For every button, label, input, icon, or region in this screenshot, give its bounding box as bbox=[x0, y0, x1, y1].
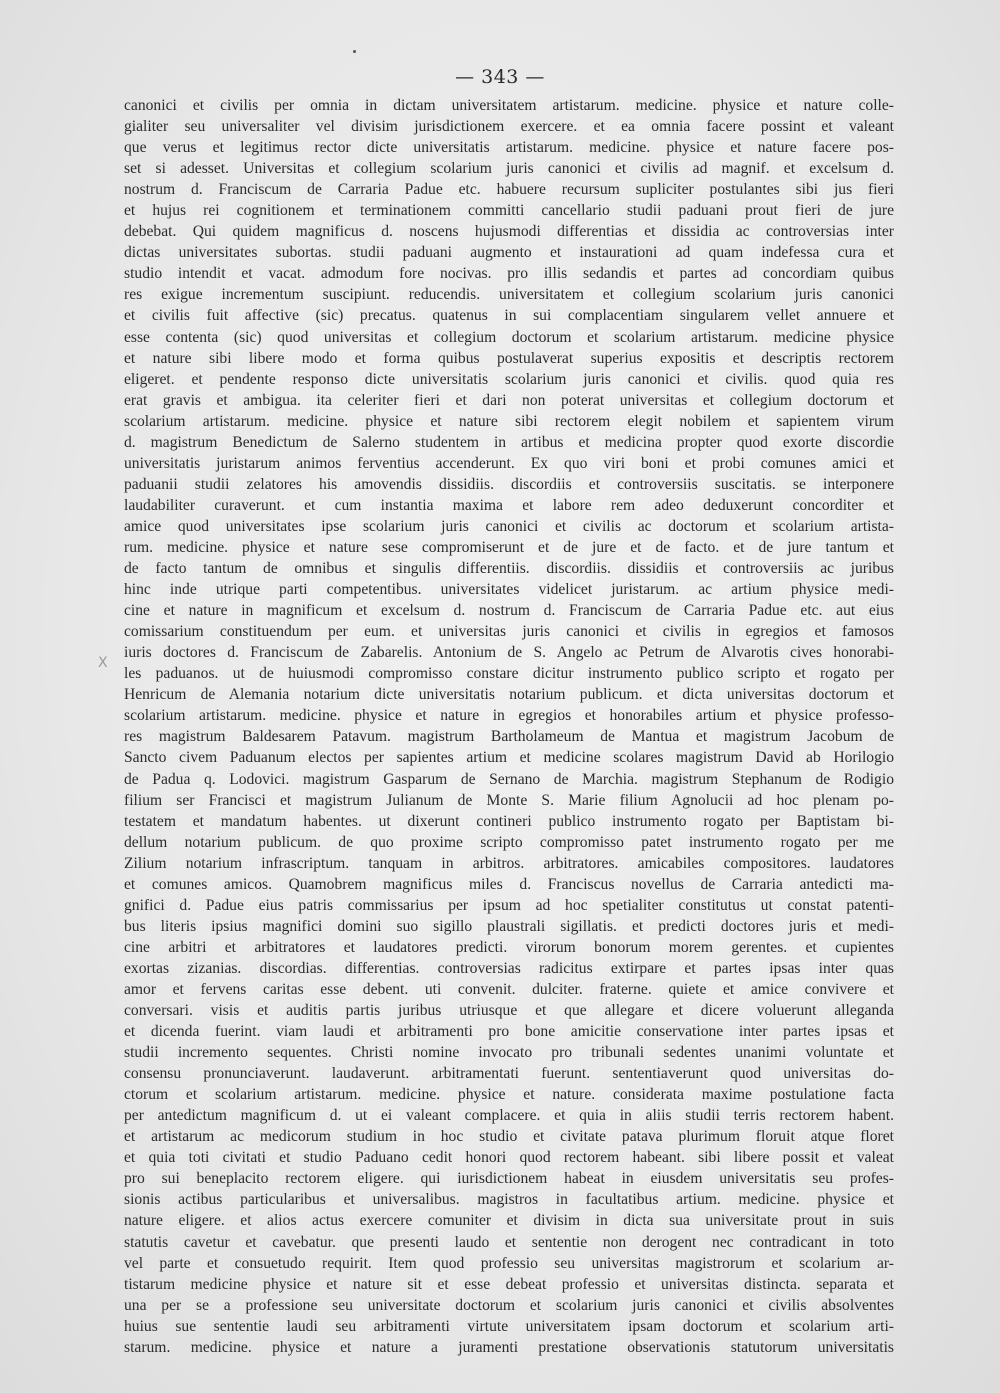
text-line: res magistrum Baldesarem Patavum. magistrum Bartholameum de Mantua et magistrum Jacobum de bbox=[124, 728, 894, 746]
text-line: de Padua q. Lodovici. magistrum Gasparum de Sernano de Marchia. magistrum Stephanum de Rodigio bbox=[124, 770, 894, 788]
text-line: una per se a professione seu universitate doctorum et scolarium juris canonici et civilis absolventes bbox=[124, 1296, 894, 1314]
text-line: laudabiliter curaverunt. et cum instantia maxima et labore rem adeo deduxerunt concorditer et bbox=[124, 496, 894, 514]
text-line: erat gravis et ambigua. ita celeriter fieri et dari non poterat universitas et collegium doctorum et bbox=[124, 391, 894, 409]
margin-mark: X bbox=[98, 655, 108, 671]
text-line: vel parte et consuetudo requirit. Item quod professio seu universitas magistrorum et scolarium ar- bbox=[124, 1254, 894, 1272]
text-line: Henricum de Alemania notarium dicte universitatis notarium publicum. et dicta universitas doctorum et bbox=[124, 686, 894, 704]
text-line: canonici et civilis per omnia in dictam universitatem artistarum. medicine. physice et nature colle- bbox=[124, 97, 894, 114]
text-line: universitatis juristarum animos ferventius accenderunt. Ex quo viri boni et probi comunes amici et bbox=[124, 454, 894, 472]
text-line: scolarium artistarum. medicine. physice et nature in egregios et honorabiles artium et physice professo- bbox=[124, 707, 894, 725]
text-line: consensu pronunciaverunt. laudaverunt. arbitramentati fuerunt. sententiaverunt quod universitas do- bbox=[124, 1065, 894, 1083]
text-line: per antedictum magnificum d. ut ei valeant complacere. et quia in aliis studii terris rectorem habent. bbox=[124, 1107, 894, 1125]
text-line: cine et nature in magnificum et excelsum d. nostrum d. Franciscum de Carraria Padue etc. aut eius bbox=[124, 602, 894, 620]
body-text bbox=[124, 95, 894, 1358]
text-line: et artistarum ac medicorum studium in hoc studio et civitate patava plurimum floruit atque floret bbox=[124, 1128, 894, 1146]
text-line: nostrum d. Franciscum de Carraria Padue etc. habuere recursum supliciter postulantes sibi jus fieri bbox=[124, 181, 894, 199]
text-line: et civilis fuit affective (sic) precatus. quatenus in sui complacentiam singularem vellet annuere et bbox=[124, 307, 894, 325]
text-line: d. magistrum Benedictum de Salerno studentem in artibus et medicina propter quod exorte discordie bbox=[124, 433, 894, 451]
text-line: et quia toti civitati et studio Paduano cedit honori quod rectorem habeant. sibi libere possit et valeat bbox=[124, 1149, 894, 1167]
text-line: amor et fervens caritas esse debent. uti convenit. dulciter. fraterne. quiete et amice convivere et bbox=[124, 980, 894, 998]
text-line: studii incremento sequentes. Christi nomine invocato pro tribunali sedentes unanimi voluntate et bbox=[124, 1044, 894, 1062]
text-line: et dicenda fuerint. viam laudi et arbitramenti pro bone amicitie conservatione inter partes ipsas et bbox=[124, 1023, 894, 1041]
text-line: paduanii studii zelatores his amovendis dissidiis. discordiis et controversiis suscitatis. se interponere bbox=[124, 475, 894, 493]
text-line: comissarium constituendum per eum. et universitas juris canonici et civilis in egregios et famosos bbox=[124, 623, 894, 641]
text-line: set si adesset. Universitas et collegium scolarium juris canonici et civilis ad magnif. et excelsum d. bbox=[124, 160, 894, 178]
text-line: esse contenta (sic) quod universitas et collegium doctorum et scolarium artistarum. medicine physice bbox=[124, 328, 894, 346]
ink-speck bbox=[353, 50, 356, 53]
text-line: gialiter seu universaliter vel divisim jurisdictionem exercere. et ea omnia facere possint et valeant bbox=[124, 118, 894, 136]
text-line: rum. medicine. physice et nature sese compromiserunt et de jure et de facto. et de jure tantum et bbox=[124, 538, 894, 556]
text-line: huius sue sententie laudi seu arbitramenti virtute universitatem ipsam doctorum et scolarium arti- bbox=[124, 1317, 894, 1335]
text-line: starum. medicine. physice et nature a juramenti prestatione observationis statutorum universitatis bbox=[124, 1338, 894, 1356]
text-line: res exigue incrementum suscipiunt. reducendis. universitatem et collegium scolarium juris canonici bbox=[124, 286, 894, 304]
text-line: bus literis ipsius magnifici domini suo sigillo plaustrali sigillatis. et predicti doctores juris et medi- bbox=[124, 917, 894, 935]
text-line: eligeret. et pendente responso dicte universitatis scolarium juris canonici et civilis. quod quia res bbox=[124, 370, 894, 388]
text-line: et comunes amicos. Quamobrem magnificus miles d. Franciscus novellus de Carraria antedicti ma- bbox=[124, 875, 894, 893]
text-line: et hujus rei cognitionem et terminationem committi cancellario studii paduani prout fieri de jure bbox=[124, 202, 894, 220]
text-line: tistarum medicine physice et nature sit et esse debeat professio et universitas distincta. separata et bbox=[124, 1275, 894, 1293]
text-line: filium ser Francisci et magistrum Julianum de Monte S. Marie filium Agnolucii ad hoc plenam po- bbox=[124, 791, 894, 809]
text-line: debebat. Qui quidem magnificus d. noscens hujusmodi differentias et dissidia ac controversias inter bbox=[124, 223, 894, 241]
text-line: pro sui beneplacito rectorem eligere. qui iurisdictionem habeat in eiusdem universitatis seu profes- bbox=[124, 1170, 894, 1188]
text-line: Sancto civem Paduanum electos per sapientes artium et medicine scolares magistrum David ab Horilogio bbox=[124, 749, 894, 767]
text-line: ctorum et scolarium artistarum. medicine. physice et nature. considerata maxime postulatione facta bbox=[124, 1086, 894, 1104]
text-line: amice quod universitates ipse scolarium juris canonici et civilis ac doctorum et scolarium artista- bbox=[124, 517, 894, 535]
text-line: les paduanos. ut de huiusmodi compromisso constare dicitur instrumento publico scripto et rogato per bbox=[124, 665, 894, 683]
text-line: de facto tantum de omnibus et singulis differentiis. discordiis. dissidiis et controversiis ac juribus bbox=[124, 560, 894, 578]
text-line: dictas universitates subortas. studii paduani augmento et instaurationi ad quam indefessa cura et bbox=[124, 244, 894, 262]
text-line: gnifici d. Padue eius patris commissarius per ipsum ad hoc spetialiter constitutus ut constat patenti- bbox=[124, 896, 894, 914]
text-line: statutis cavetur et cavebatur. que presenti laudo et sententie non derogent nec contradicant in toto bbox=[124, 1233, 894, 1251]
text-line: testatem et mandatum habentes. ut dixerunt contineri publico instrumento rogato per Baptistam bi- bbox=[124, 812, 894, 830]
text-line: sionis actibus particularibus et universalibus. magistros in facultatibus artium. medicine. physice et bbox=[124, 1191, 894, 1209]
text-line: Zilium notarium infrascriptum. tanquam in arbitros. arbitratores. amicabiles compositores. laudatores bbox=[124, 854, 894, 872]
text-line: que verus et legitimus rector dicte universitatis artistarum. medicine. physice et nature facere pos- bbox=[124, 139, 894, 157]
text-line: nature eligere. et alios actus exercere comuniter et divisim in dicta sua universitate prout in suis bbox=[124, 1212, 894, 1230]
text-line: conversari. visis et auditis partis juribus utriusque et que allegare et dicere voluerunt alleganda bbox=[124, 1002, 894, 1020]
text-line: hinc inde utrique parti competentibus. universitates videlicet juristarum. ac artium physice medi- bbox=[124, 581, 894, 599]
text-line: cine arbitri et arbitratores et laudatores predicti. virorum bonorum morem gerentes. et cupientes bbox=[124, 938, 894, 956]
text-line: iuris doctores d. Franciscum de Zabarelis. Antonium de S. Angelo ac Petrum de Alvarotis cives honorabi- bbox=[124, 644, 894, 662]
text-line: scolarium artistarum. medicine. physice et nature sibi rectorem elegit nobilem et sapientem virum bbox=[124, 412, 894, 430]
page-number: — 343 — bbox=[455, 66, 545, 88]
text-line: studio intendit et vacat. admodum fore nocivas. pro illis sedandis et partes ad concordiam quibus bbox=[124, 265, 894, 283]
text-line: dellum notarium publicum. de quo proxime scripto compromisso patet instrumento rogato per me bbox=[124, 833, 894, 851]
text-line: exortas zizanias. discordias. differentias. controversias radicitus extirpare et partes ipsas inter quas bbox=[124, 959, 894, 977]
text-line: et nature sibi libere modo et forma quibus postulaverat superius expositis et descriptis rectorem bbox=[124, 349, 894, 367]
